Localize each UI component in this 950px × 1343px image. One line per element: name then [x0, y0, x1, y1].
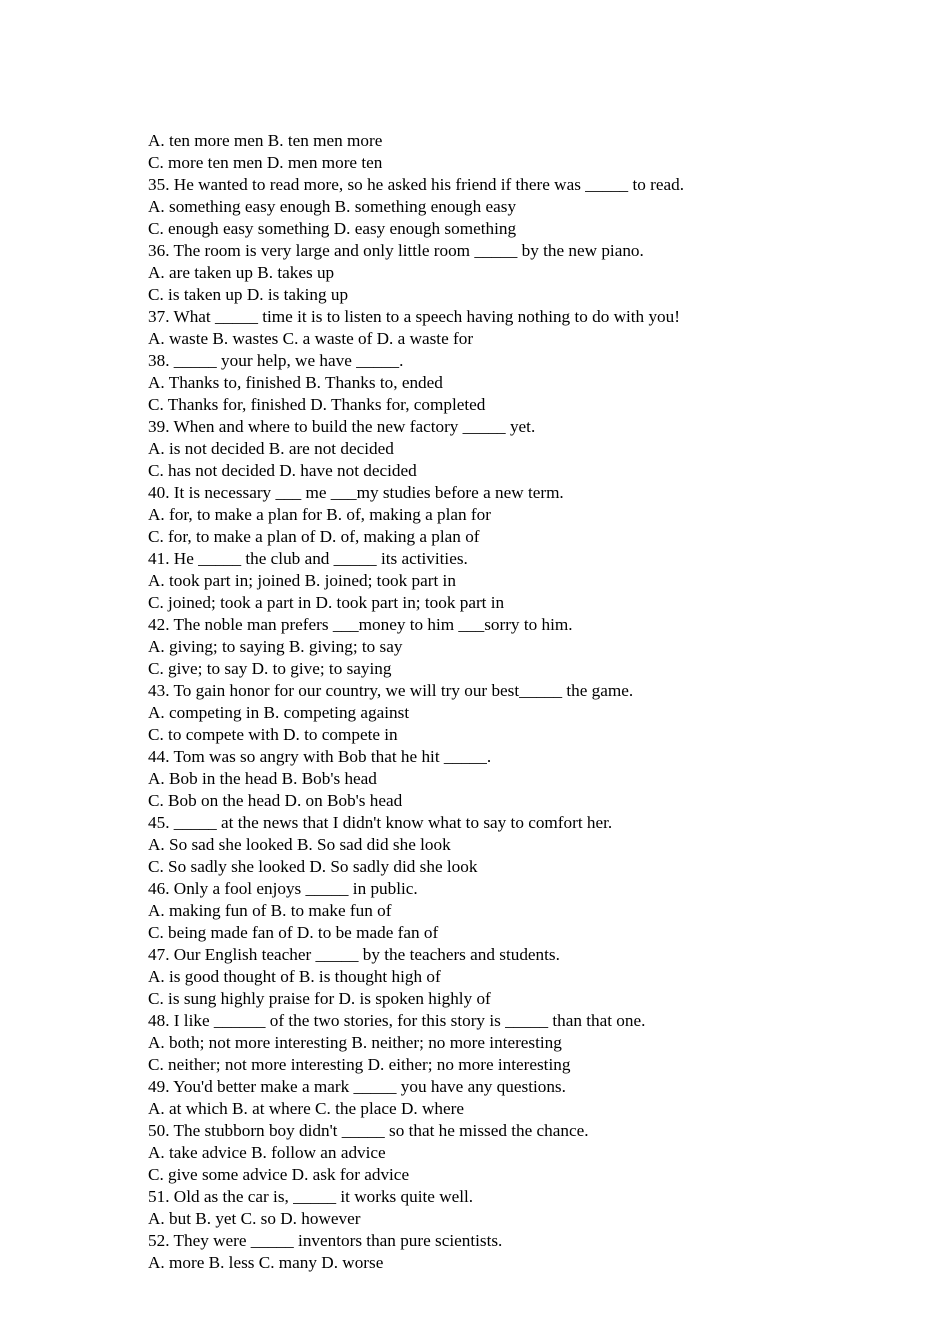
- question-text: 39. When and where to build the new factory _____ yet.: [148, 417, 536, 436]
- answer-options: A. is not decided B. are not decided: [148, 439, 394, 458]
- answer-options: A. So sad she looked B. So sad did she look: [148, 835, 451, 854]
- question-text: 42. The noble man prefers ___money to him ___sorry to him.: [148, 615, 573, 634]
- answer-options: C. give some advice D. ask for advice: [148, 1165, 410, 1184]
- answer-options: A. Bob in the head B. Bob's head: [148, 769, 377, 788]
- answer-options: C. Bob on the head D. on Bob's head: [148, 791, 403, 810]
- question-text: 48. I like ______ of the two stories, for this story is _____ than that one.: [148, 1011, 646, 1030]
- answer-options: C. is sung highly praise for D. is spoken highly of: [148, 989, 491, 1008]
- answer-options: A. more B. less C. many D. worse: [148, 1253, 384, 1272]
- answer-options: A. at which B. at where C. the place D. where: [148, 1099, 464, 1118]
- answer-options: A. Thanks to, finished B. Thanks to, ended: [148, 373, 443, 392]
- question-text: 38. _____ your help, we have _____.: [148, 351, 404, 370]
- answer-options: C. give; to say D. to give; to saying: [148, 659, 392, 678]
- question-text: 36. The room is very large and only little room _____ by the new piano.: [148, 241, 644, 260]
- answer-options: C. So sadly she looked D. So sadly did she look: [148, 857, 478, 876]
- question-text: 40. It is necessary ___ me ___my studies before a new term.: [148, 483, 564, 502]
- answer-options: C. has not decided D. have not decided: [148, 461, 417, 480]
- answer-options: A. something easy enough B. something enough easy: [148, 197, 517, 216]
- question-text: 50. The stubborn boy didn't _____ so that he missed the chance.: [148, 1121, 589, 1140]
- answer-options: C. to compete with D. to compete in: [148, 725, 398, 744]
- answer-options: A. giving; to saying B. giving; to say: [148, 637, 403, 656]
- answer-options: A. competing in B. competing against: [148, 703, 410, 722]
- answer-options: C. enough easy something D. easy enough something: [148, 219, 517, 238]
- question-text: 46. Only a fool enjoys _____ in public.: [148, 879, 418, 898]
- question-text: 44. Tom was so angry with Bob that he hit _____.: [148, 747, 492, 766]
- answer-options: C. neither; not more interesting D. either; no more interesting: [148, 1055, 571, 1074]
- answer-options: A. but B. yet C. so D. however: [148, 1209, 361, 1228]
- question-text: 43. To gain honor for our country, we will try our best_____ the game.: [148, 681, 634, 700]
- question-text: 47. Our English teacher _____ by the teachers and students.: [148, 945, 560, 964]
- answer-options: C. is taken up D. is taking up: [148, 285, 349, 304]
- answer-options: A. for, to make a plan for B. of, making a plan for: [148, 505, 491, 524]
- question-text: 41. He _____ the club and _____ its activities.: [148, 549, 468, 568]
- answer-options: C. being made fan of D. to be made fan of: [148, 923, 439, 942]
- answer-options: C. Thanks for, finished D. Thanks for, completed: [148, 395, 486, 414]
- answer-options: A. is good thought of B. is thought high of: [148, 967, 441, 986]
- question-text: 35. He wanted to read more, so he asked his friend if there was _____ to read.: [148, 175, 684, 194]
- answer-options: A. took part in; joined B. joined; took part in: [148, 571, 456, 590]
- answer-options: A. making fun of B. to make fun of: [148, 901, 392, 920]
- answer-options: C. more ten men D. men more ten: [148, 153, 383, 172]
- answer-options: A. ten more men B. ten men more: [148, 131, 383, 150]
- question-text: 51. Old as the car is, _____ it works quite well.: [148, 1187, 474, 1206]
- answer-options: A. waste B. wastes C. a waste of D. a waste for: [148, 329, 474, 348]
- answer-options: A. both; not more interesting B. neither; no more interesting: [148, 1033, 562, 1052]
- answer-options: A. take advice B. follow an advice: [148, 1143, 386, 1162]
- question-text: 52. They were _____ inventors than pure scientists.: [148, 1231, 503, 1250]
- question-text: 37. What _____ time it is to listen to a speech having nothing to do with you!: [148, 307, 680, 326]
- answer-options: C. for, to make a plan of D. of, making a plan of: [148, 527, 480, 546]
- question-text: 49. You'd better make a mark _____ you have any questions.: [148, 1077, 566, 1096]
- answer-options: C. joined; took a part in D. took part in; took part in: [148, 593, 505, 612]
- question-list: [148, 130, 908, 1274]
- question-text: 45. _____ at the news that I didn't know what to say to comfort her.: [148, 813, 613, 832]
- answer-options: A. are taken up B. takes up: [148, 263, 335, 282]
